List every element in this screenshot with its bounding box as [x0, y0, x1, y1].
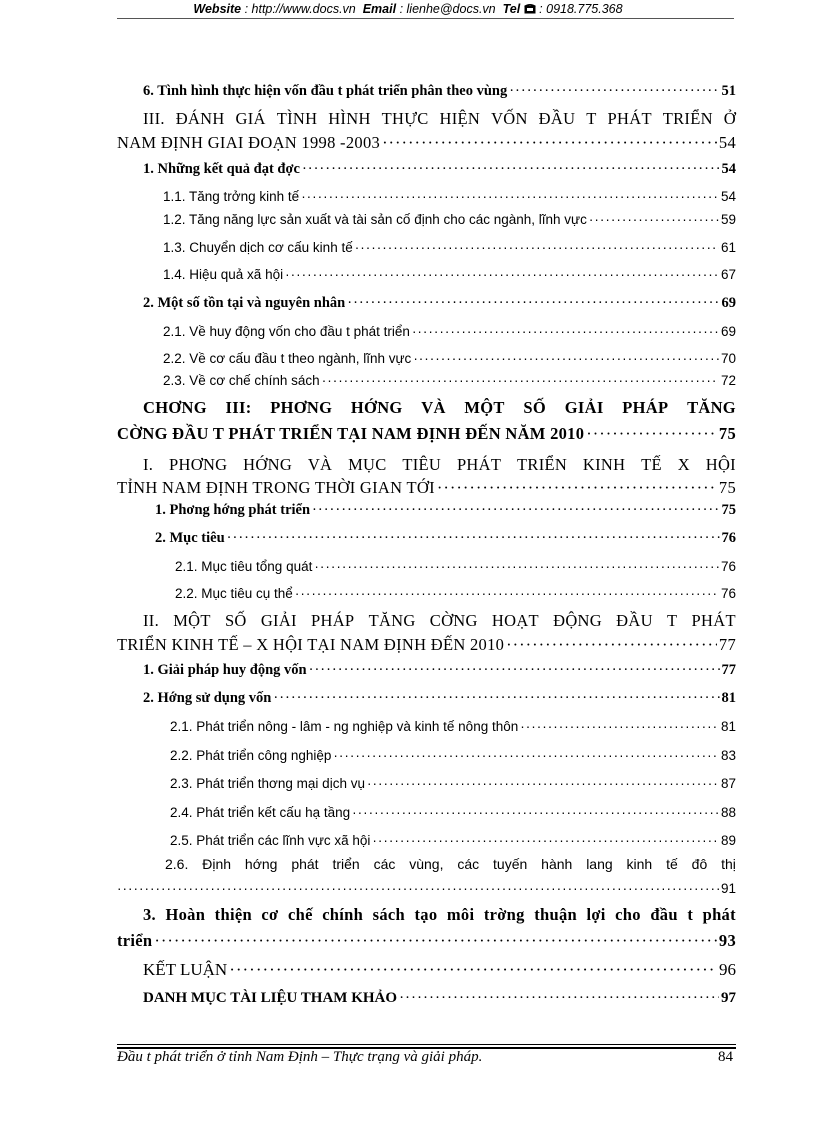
- toc-word: PHƠNG: [169, 455, 228, 474]
- toc-entry-usage-1: [170, 719, 736, 734]
- toc-entry-page: 61: [720, 240, 736, 255]
- toc-entry-page: 75: [718, 424, 736, 443]
- toc-word: ĐẦU: [616, 611, 653, 630]
- toc-word: PHÁT: [607, 109, 652, 128]
- toc-entry-page: 87: [720, 776, 736, 791]
- toc-word: PHÁP: [622, 398, 669, 417]
- toc-entry-objective-general: [175, 559, 736, 574]
- website-label: Website: [193, 2, 242, 16]
- toc-entry-II-line1: [143, 611, 736, 631]
- toc-word: hành: [541, 856, 573, 872]
- toc-word: HỘI: [705, 455, 736, 474]
- toc-entry-title: 1.2. Tăng năng lực sản xuất và tài sản cố định cho các ngành, lĩnh vực: [163, 212, 587, 227]
- toc-entry-III-line2: [117, 133, 736, 153]
- toc-entry-title: 2.3. Về cơ chế chính sách: [163, 373, 320, 388]
- toc-word: PHÁP: [311, 611, 355, 630]
- toc-word: Hoàn: [165, 905, 206, 924]
- toc-word: các: [373, 856, 396, 872]
- toc-entry-title: 1.1. Tăng trởng kinh tế: [163, 189, 300, 204]
- toc-entry-title: 6. Tình hình thực hiện vốn đầu t phát triển phân theo vùng: [143, 83, 508, 99]
- toc-entry-II-line2: [117, 635, 736, 655]
- toc-entry-page: 76: [720, 586, 736, 601]
- toc-word: phát: [702, 905, 736, 924]
- toc-entry-title: 2.2. Về cơ cấu đầu t theo ngành, lĩnh vực: [163, 351, 412, 366]
- email-label: Email: [362, 2, 397, 16]
- toc-entry-III-line1: [143, 109, 736, 129]
- toc-word: tế: [666, 856, 678, 872]
- toc-word: III:: [225, 398, 252, 417]
- toc-entry-page: 77: [718, 635, 736, 654]
- toc-entry-title: 1. Phơng hớng phát triển: [155, 502, 311, 518]
- toc-word: kinh: [626, 856, 653, 872]
- toc-entry-1-3: [163, 240, 736, 255]
- toc-entry-page: 51: [721, 83, 736, 99]
- toc-entry-page: 93: [718, 931, 736, 950]
- toc-word: VỐN: [491, 109, 528, 128]
- toc-word: HỚNG: [350, 398, 403, 417]
- toc-word: vùng,: [409, 856, 444, 872]
- toc-entry-usage-6-line2: [117, 881, 736, 896]
- toc-entry-page: 75: [718, 478, 736, 497]
- toc-word: cơ: [261, 905, 279, 924]
- toc-entry-policy-line1: [143, 905, 736, 925]
- toc-entry-page: 89: [720, 833, 736, 848]
- toc-entry-I-line1: [143, 455, 736, 475]
- toc-entry-page: 75: [721, 502, 736, 518]
- toc-word: TRIỂN: [662, 109, 713, 128]
- toc-word: lang: [586, 856, 613, 872]
- toc-word: Định: [202, 856, 232, 872]
- toc-word: phát: [291, 856, 319, 872]
- toc-word: KINH: [582, 455, 626, 474]
- toc-entry-page: 77: [721, 662, 736, 678]
- toc-entry-page: 76: [721, 530, 736, 546]
- toc-word: X: [677, 455, 690, 474]
- toc-entry-page: 67: [720, 267, 736, 282]
- toc-entry-usage-4: [170, 805, 736, 820]
- toc-word: hớng: [244, 856, 278, 872]
- toc-word: TRIỂN: [517, 455, 568, 474]
- toc-entry-2-3: [163, 373, 736, 388]
- toc-entry-page: 76: [720, 559, 736, 574]
- header-divider: [117, 18, 734, 19]
- toc-entry-page: 54: [720, 189, 736, 204]
- toc-entry-title: TRIỂN KINH TẾ – X HỘI TẠI NAM ĐỊNH ĐẾN 2010: [117, 635, 505, 654]
- toc-chapter-III-line1: [143, 398, 736, 418]
- toc-entry-direction: [155, 502, 736, 519]
- toc-word: TÌNH: [276, 109, 318, 128]
- toc-entry-page: 59: [720, 212, 736, 227]
- toc-entry-title: 2.1. Phát triển nông - lâm - ng nghiệp và kinh tế nông thôn: [170, 719, 519, 734]
- toc-word: HỚNG: [243, 455, 293, 474]
- toc-entry-title: 2.1. Mục tiêu tổng quát: [175, 559, 313, 574]
- toc-word: II.: [143, 611, 160, 630]
- toc-word: PHƠNG: [270, 398, 333, 417]
- toc-word: cho: [615, 905, 641, 924]
- toc-word: 3.: [143, 905, 156, 924]
- toc-entry-1-results: [143, 161, 736, 178]
- toc-word: trờng: [483, 905, 525, 924]
- toc-word: TĂNG: [368, 611, 416, 630]
- toc-entry-I-line2: [117, 478, 736, 498]
- toc-word: tuyến: [493, 856, 528, 872]
- toc-word: thuận: [534, 905, 577, 924]
- toc-entry-usage-5: [170, 833, 736, 848]
- toc-entry-usage-6-line1: [165, 856, 736, 872]
- toc-word: T: [586, 109, 597, 128]
- toc-entry-1-1: [163, 189, 736, 204]
- toc-entry-page: 69: [720, 324, 736, 339]
- toc-entry-title: NAM ĐỊNH GIAI ĐOẠN 1998 -2003: [117, 133, 381, 152]
- toc-entry-page: 91: [720, 881, 736, 896]
- toc-entry-title: DANH MỤC TÀI LIỆU THAM KHẢO: [143, 990, 398, 1006]
- toc-chapter-III-line2: [117, 424, 736, 444]
- toc-word: HÌNH: [328, 109, 371, 128]
- toc-word: TIÊU: [402, 455, 442, 474]
- toc-word: MỘT: [464, 398, 505, 417]
- toc-entry-title: TỈNH NAM ĐỊNH TRONG THỜI GIAN TỚI: [117, 478, 435, 497]
- toc-word: Ở: [723, 109, 736, 128]
- toc-word: ĐÁNH: [175, 109, 225, 128]
- toc-word: đầu: [650, 905, 678, 924]
- toc-word: đô: [691, 856, 708, 872]
- toc-word: T: [666, 611, 678, 630]
- toc-entry-title: 1. Những kết quả đạt đợc: [143, 161, 300, 177]
- toc-entry-title: 2.2. Phát triển công nghiệp: [170, 748, 332, 763]
- toc-word: chính: [322, 905, 364, 924]
- email-value: : lienhe@docs.vn: [399, 2, 496, 16]
- toc-word: I.: [143, 455, 154, 474]
- toc-word: THỰC: [381, 109, 429, 128]
- toc-word: thị: [721, 856, 736, 872]
- toc-entry-6: [143, 83, 736, 100]
- toc-word: GIÁ: [235, 109, 266, 128]
- toc-word: sách: [372, 905, 405, 924]
- toc-entry-page: 88: [720, 805, 736, 820]
- toc-word: 2.6.: [165, 856, 189, 872]
- toc-entry-page: 70: [720, 351, 736, 366]
- toc-word: GIẢI: [260, 611, 297, 630]
- toc-entry-1-2: [163, 212, 736, 227]
- toc-word: PHÁT: [691, 611, 736, 630]
- toc-entry-title: 2. Hớng sử dụng vốn: [143, 690, 272, 706]
- toc-word: HOẠT: [491, 611, 539, 630]
- toc-entry-page: 69: [721, 295, 736, 311]
- toc-word: ĐẦU: [538, 109, 576, 128]
- toc-word: TĂNG: [687, 398, 736, 417]
- page-header: [0, 0, 816, 19]
- toc-word: tạo: [414, 905, 438, 924]
- tel-value: : 0918.775.368: [539, 2, 623, 16]
- toc-entry-conclusion: [143, 960, 736, 980]
- toc-entry-title: 2.2. Mục tiêu cụ thể: [175, 586, 293, 601]
- website-value: : http://www.docs.vn: [244, 2, 356, 16]
- footer-title: Đầu t phát triển ở tỉnh Nam Định – Thực trạng và giải pháp.: [117, 1049, 483, 1065]
- toc-entry-page: 81: [720, 719, 736, 734]
- toc-word: GIẢI: [564, 398, 604, 417]
- toc-word: thiện: [214, 905, 252, 924]
- toc-word: VÀ: [307, 455, 333, 474]
- toc-entry-title: 2.5. Phát triển các lĩnh vực xã hội: [170, 833, 371, 848]
- toc-entry-objectives: [155, 530, 736, 547]
- toc-word: ĐỘNG: [553, 611, 602, 630]
- toc-word: các: [457, 856, 480, 872]
- toc-entry-1-4: [163, 267, 736, 282]
- toc-entry-page: 54: [721, 161, 736, 177]
- toc-entry-2-issues: [143, 295, 736, 312]
- toc-word: lợi: [586, 905, 606, 924]
- toc-entry-title: 1.4. Hiệu quả xã hội: [163, 267, 284, 282]
- toc-word: CHƠNG: [143, 398, 207, 417]
- toc-word: CỜNG: [429, 611, 478, 630]
- footer-divider-thin: [117, 1044, 736, 1045]
- toc-word: SỐ: [224, 611, 247, 630]
- toc-word: SỐ: [523, 398, 547, 417]
- toc-entry-title: 2. Một số tồn tại và nguyên nhân: [143, 295, 346, 311]
- toc-word: môi: [446, 905, 475, 924]
- toc-word: VÀ: [421, 398, 446, 417]
- toc-entry-page: 81: [721, 690, 736, 706]
- toc-entry-title: 2. Mục tiêu: [155, 530, 225, 546]
- tel-label: Tel: [502, 2, 521, 16]
- toc-word: t: [687, 905, 694, 924]
- toc-word: triển: [332, 856, 360, 872]
- toc-entry-page: 83: [720, 748, 736, 763]
- toc-word: HIỆN: [439, 109, 481, 128]
- toc-entry-title: triển: [117, 931, 153, 950]
- toc-entry-usage: [143, 690, 736, 707]
- phone-icon: [524, 1, 536, 19]
- page-number: 84: [718, 1049, 733, 1065]
- toc-entry-title: 2.4. Phát triển kết cấu hạ tầng: [170, 805, 351, 820]
- toc-entry-policy-line2: [117, 931, 736, 951]
- toc-word: PHÁT: [456, 455, 502, 474]
- toc-entry-funding: [143, 662, 736, 679]
- toc-entry-title: 2.3. Phát triển thơng mại dịch vụ: [170, 776, 365, 791]
- toc-entry-title: 1.3. Chuyển dịch cơ cấu kinh tế: [163, 240, 353, 255]
- toc-word: MỘT: [173, 611, 211, 630]
- toc-entry-title: 1. Giải pháp huy động vốn: [143, 662, 307, 678]
- toc-entry-title: KẾT LUẬN: [143, 960, 228, 979]
- toc-entry-2-2: [163, 351, 736, 366]
- toc-word: chế: [287, 905, 313, 924]
- toc-word: TẾ: [641, 455, 662, 474]
- toc-entry-2-1: [163, 324, 736, 339]
- toc-word: MỤC: [348, 455, 387, 474]
- toc-entry-page: 97: [721, 990, 736, 1006]
- toc-entry-page: 96: [719, 960, 736, 979]
- toc-entry-page: 72: [720, 373, 736, 388]
- toc-entry-usage-2: [170, 748, 736, 763]
- toc-entry-objective-specific: [175, 586, 736, 601]
- toc-entry-usage-3: [170, 776, 736, 791]
- toc-entry-page: 54: [718, 133, 736, 152]
- toc-entry-title: CỜNG ĐẦU T PHÁT TRIỂN TẠI NAM ĐỊNH ĐẾN NĂM 2010: [117, 424, 585, 443]
- toc-word: III.: [143, 109, 165, 128]
- toc-entry-references: [143, 990, 736, 1007]
- toc-entry-title: 2.1. Về huy động vốn cho đầu t phát triển: [163, 324, 410, 339]
